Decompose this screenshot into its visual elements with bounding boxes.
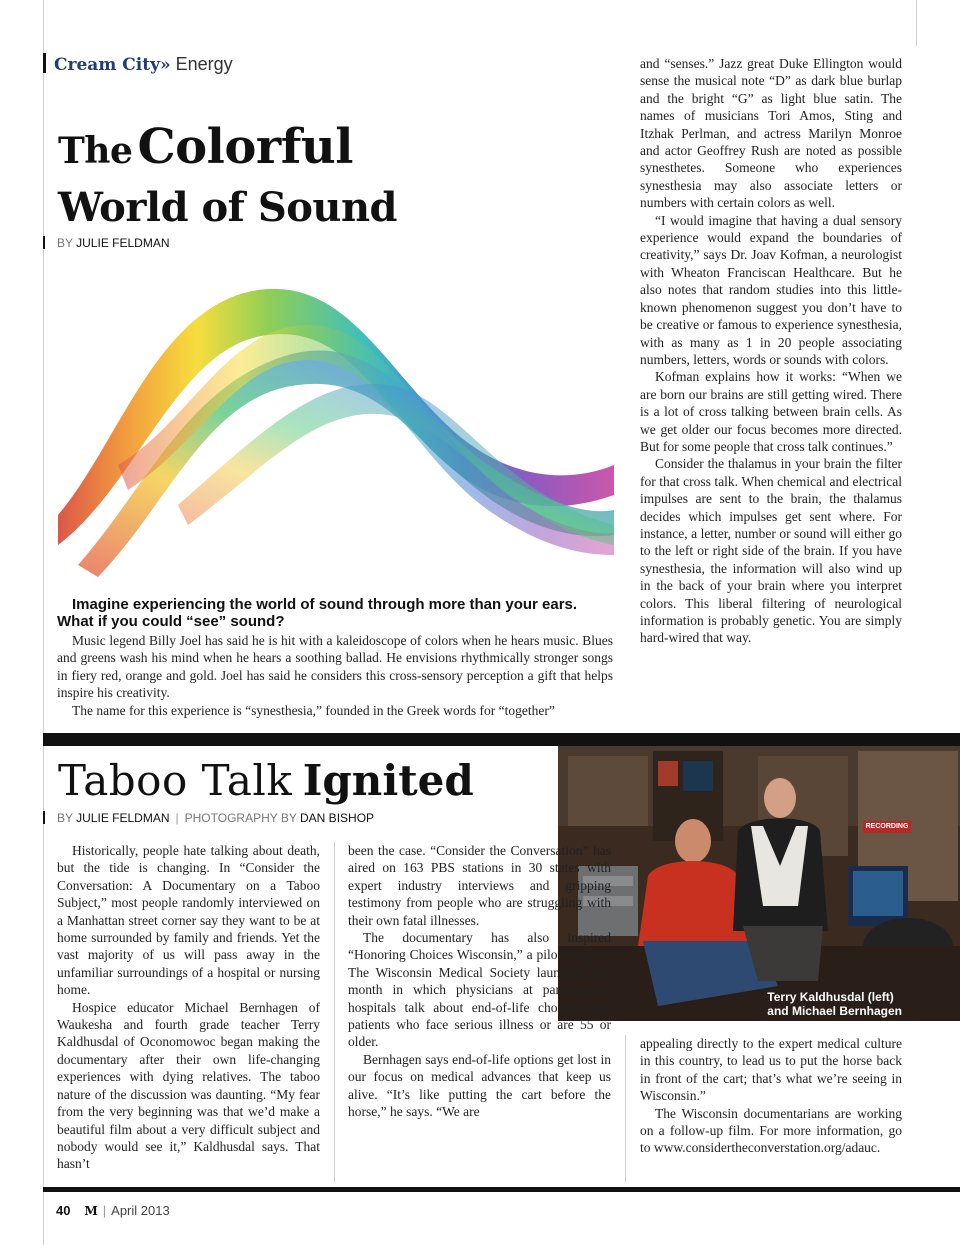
photo-caption-line: and Michael Bernhagen (767, 1004, 902, 1018)
photo-caption (767, 990, 902, 1018)
footer-separator: | (102, 1203, 107, 1218)
column-divider (625, 1035, 626, 1182)
page-left-rule (43, 0, 44, 1245)
byline-prefix: BY (57, 811, 73, 825)
article2-paragraph: The documentary has also inspired “Honoring Choices Wisconsin,” a pilot program The Wisconsin Medical Society launched last month in which physicians at participating hospitals talk about end-of-life choices with patients who face serious illness or are 55 or older. (348, 930, 611, 1050)
headline-the: The (58, 130, 133, 172)
article2-paragraph: Hospice educator Michael Bernhagen of Waukesha and fourth grade teacher Terry Kaldhusdal of Oconomowoc began making the documentary after their own life-changing experiences with dying relatives. The taboo nature of the discussion was daunting. “My fear from the very beginning was that we’d make a beautiful film about a very difficult subject and nobody would see it,” Kaldhusdal says. That hasn’t (57, 999, 320, 1172)
section-topic: Energy (175, 54, 233, 74)
byline-author: JULIE FELDMAN (76, 236, 170, 250)
recording-sign: RECORDING (865, 823, 909, 830)
article2-column-2-continuation: been the case. “Consider the Conversation” has aired on 163 PBS stations in 30 states with expert industry interviews and gripping testimony from people who are struggling with their own fatal illnesses. (348, 843, 611, 928)
article1-right-continuation: and “senses.” Jazz great Duke Ellington would sense the musical note “D” as dark blue burlap and the bright “G” as light blue satin. The names of musicians Tori Amos, Sting and Itzhak Perlman, and actress Marilyn Monroe and actor Geoffrey Rush are noted as possible synesthetes. Someone who experiences synesthesia may also associate letters or numbers with certain colors as well. (640, 56, 902, 211)
photo-caption-line: Terry Kaldhusdal (left) (767, 990, 894, 1004)
byline-separator: | (175, 811, 179, 825)
headline2-heavy: Ignited (302, 756, 474, 805)
photo-credit-prefix: PHOTOGRAPHY BY (184, 811, 297, 825)
section-tag-bar (43, 53, 46, 73)
byline-bar (43, 811, 45, 824)
page-number: 40 (56, 1203, 71, 1218)
issue-date: April 2013 (111, 1203, 170, 1218)
studio-photo-illustration (558, 746, 960, 1021)
byline-prefix: BY (57, 236, 73, 250)
article2-paragraph: Historically, people hate talking about death, but the tide is changing. In “Consider the Conversation: A Documentary on a Taboo Subject,” most people randomly interviewed on a Manhattan street corner say they want to be at home surrounded by family and friends. Yet the vast majority of us will pass away in the unfamiliar surroundings of a hospital or nursing home. (57, 843, 320, 998)
footer-rule (43, 1187, 960, 1192)
article2-headline (58, 757, 474, 806)
sound-wave-artwork (58, 265, 614, 577)
magazine-logo: M (84, 1204, 98, 1218)
article2-paragraph: Bernhagen says end-of-life options get lost in our focus on medical advances that keep us alive. “It’s like putting the cart before the horse,” he says. “We are (348, 1051, 611, 1120)
headline-colorful: Colorful (137, 119, 353, 175)
column-divider (334, 842, 335, 1182)
article2-paragraph: The Wisconsin documentarians are working on a follow-up film. For more information, go to www.considertheconverstation.org/adauc. (640, 1105, 902, 1156)
article1-right-paragraph: Kofman explains how it works: “When we are born our brains are still getting wired. There is a lot of cross talking between brain cells. As we get older our focus becomes more directed. But for some people that cross talk continues.” (640, 369, 902, 454)
section-chevrons: » (159, 55, 171, 75)
article-divider-rule (43, 733, 960, 746)
article1-left-column (57, 632, 613, 719)
byline-author: JULIE FELDMAN (76, 811, 170, 825)
headline2-light: Taboo Talk (58, 756, 293, 805)
article1-headline (58, 119, 398, 233)
article2-column-2 (348, 842, 611, 1121)
article2-column-3 (640, 1035, 902, 1157)
article1-right-column (640, 55, 902, 647)
article1-deck: Imagine experiencing the world of sound through more than your ears. What if you could “see” sound? (57, 596, 578, 630)
byline-bar (43, 236, 45, 249)
article1-right-paragraph: Consider the thalamus in your brain the filter for that cross talk. When chemical and electrical impulses are sent to the brain, the thalamus decides which impulses get sent where. For instance, a letter, number or sound will either go to the left or right side of the brain. If you have synesthesia, the information will also wind up in the back of your brain where you interpret colors. This liberal filtering of neurological information is probably genetic. You are simply hard-wired that way. (640, 456, 902, 646)
article2-byline (43, 811, 374, 825)
section-brand: Cream City (54, 55, 160, 75)
article1-left-paragraph: The name for this experience is “synesthesia,” founded in the Greek words for “together” (72, 702, 555, 718)
headline-line2: World of Sound (58, 184, 398, 231)
article1-left-paragraph: Music legend Billy Joel has said he is hit with a kaleidoscope of colors when he hears music. Blues and greens wash his mind when he hears a soothing ballad. He envisions rhythmically stronger songs in fiery red, orange and gold. Joel has said he considers this cross-sensory perception a gift that helps inspire his creativity. (57, 633, 613, 701)
article1-byline (43, 236, 170, 250)
page-top-right-rule (916, 0, 917, 46)
article2-column-3-continuation: appealing directly to the expert medical culture in this country, to lead us to put the horse back in front of the cart; that’s what we’re seeing in Wisconsin.” (640, 1036, 902, 1104)
page-footer (56, 1203, 170, 1218)
section-tag (43, 53, 233, 75)
article1-right-paragraph: “I would imagine that having a dual sensory experience would expand the boundaries of creativity,” says Dr. Joav Kofman, a neurologist with Wheaton Franciscan Healthcare. But he also notes that random studies into this little-known phenomenon suggest you don’t have to be creative or famous to experience synesthesia, with as many as 1 in 20 people associating numbers, letters, words or sounds with colors. (640, 212, 902, 367)
article2-column-1 (57, 842, 320, 1173)
photo-credit-name: DAN BISHOP (300, 811, 375, 825)
studio-photo (558, 746, 960, 1021)
